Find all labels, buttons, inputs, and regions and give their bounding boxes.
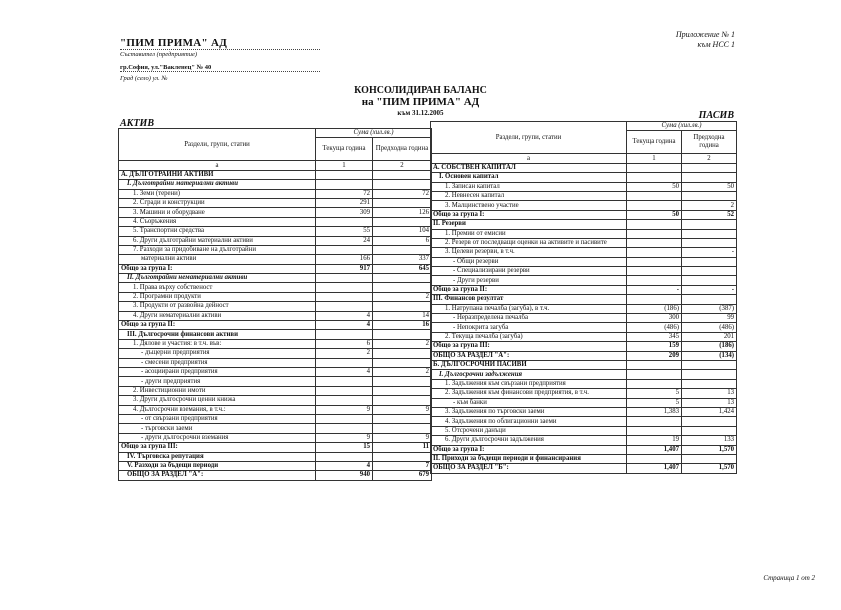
table-row [119,358,432,367]
address-text: гр.София, ул."Вакленец" № 40 [120,64,212,71]
table-row [119,396,432,405]
row-previous-value [682,238,737,247]
row-current-value [316,386,373,395]
row-previous-value [373,302,432,311]
row-current-value: 72 [316,189,373,198]
row-label: 3. Машини и оборудване [119,208,316,217]
row-label: 2. Програмни продукти [119,292,316,301]
table-row [431,191,737,200]
row-current-value: 345 [627,332,682,341]
assets-col-previous: Предходна година [373,138,432,161]
row-label: 4. Задължения по облигационни заеми [431,417,627,426]
row-label: - други предприятия [119,377,316,386]
table-row [119,208,432,217]
row-current-value: 5 [627,398,682,407]
assets-col-current: Текуща година [316,138,373,161]
row-label: V. Разходи за бъдещи периоди [119,461,316,470]
row-label: Общо за група II: [431,285,627,294]
row-label: - Неразпределена печалба [431,314,627,323]
liabilities-col-amount: Сума (хил.лв.) [627,122,737,131]
row-label: III. Дългосрочни финансови активи [119,330,316,339]
row-current-value [627,238,682,247]
assets-idx-2: 2 [373,161,432,170]
table-row [431,229,737,238]
row-previous-value: 1,570 [682,464,737,473]
row-label: I. Основен капитал [431,173,627,182]
row-label: 6. Други дълготрайни материални активи [119,236,316,245]
assets-col-section: Раздели, групи, статии [119,129,316,161]
row-label: А. СОБСТВЕН КАПИТАЛ [431,163,627,172]
row-label: 2. Текуща печалба (загуба) [431,332,627,341]
row-current-value [627,173,682,182]
table-row [119,349,432,358]
table-row [431,314,737,323]
row-label: 1. Натрупана печалба (загуба), в т.ч. [431,304,627,313]
row-label: IV. Търговска репутация [119,452,316,461]
row-previous-value: 52 [682,210,737,219]
row-label: Общо за група I: [431,210,627,219]
row-previous-value [682,163,737,172]
row-previous-value: 11 [373,443,432,452]
row-current-value: 4 [316,367,373,376]
row-previous-value: 201 [682,332,737,341]
row-current-value [316,377,373,386]
table-row [119,311,432,320]
assets-idx-1: 1 [316,161,373,170]
assets-rows [119,170,432,480]
row-label: 4. Дългосрочни вземания, в т.ч.: [119,405,316,414]
row-current-value: 4 [316,311,373,320]
table-row [119,264,432,273]
row-label: 5. Транспортни средства [119,227,316,236]
row-previous-value: 9 [373,405,432,414]
row-label: - Общи резерви [431,257,627,266]
row-previous-value [682,295,737,304]
row-current-value: 6 [316,339,373,348]
table-row [119,321,432,330]
table-row [431,267,737,276]
row-label: Общо за група III: [119,443,316,452]
row-label: 2. Задължения към финансови предприятия, в т.ч. [431,389,627,398]
table-row [431,238,737,247]
row-current-value: 300 [627,314,682,323]
assets-col-amount: Сума (хил.лв.) [316,129,432,138]
row-label: - Други резерви [431,276,627,285]
liabilities-title: ПАСИВ [698,110,734,121]
row-current-value: 2 [316,349,373,358]
row-label: А. ДЪЛГОТРАЙНИ АКТИВИ [119,170,316,179]
table-row [431,426,737,435]
row-previous-value: 14 [373,311,432,320]
row-previous-value [373,424,432,433]
row-current-value: 159 [627,342,682,351]
row-label: 2. Инвестиционни имоти [119,386,316,395]
row-label: 6. Други дългосрочни задължения [431,436,627,445]
table-row [431,464,737,473]
row-label: 2. Невнесен капитал [431,191,627,200]
row-previous-value: 1,570 [682,445,737,454]
row-label: 1. Записан капитал [431,182,627,191]
liabilities-col-previous: Предходна година [682,131,737,154]
row-label: Общо за група III: [431,342,627,351]
row-label: II. Приходи за бъдещи периоди и финансирания [431,454,627,463]
row-previous-value [373,349,432,358]
row-current-value [627,454,682,463]
row-current-value: (486) [627,323,682,332]
assets-idx-a: а [119,161,316,170]
row-previous-value: 2 [373,292,432,301]
row-current-value: 1,407 [627,464,682,473]
table-row [431,163,737,172]
row-previous-value: 645 [373,264,432,273]
row-current-value [316,245,373,254]
row-label: 3. Други дългосрочни ценни книжа [119,396,316,405]
row-previous-value: (186) [682,342,737,351]
table-row [119,227,432,236]
row-previous-value [373,386,432,395]
liabilities-idx-a: а [431,154,627,163]
table-row [431,332,737,341]
table-row [119,405,432,414]
table-row [119,255,432,264]
company-caption: Съставител (предприятие) [120,51,198,58]
appendix-note [676,30,735,50]
row-label: - Специализирани резерви [431,267,627,276]
row-current-value: 19 [627,436,682,445]
row-previous-value [373,330,432,339]
row-current-value [627,201,682,210]
row-current-value: 24 [316,236,373,245]
row-current-value [627,379,682,388]
row-previous-value [682,370,737,379]
row-previous-value [373,217,432,226]
row-current-value [627,163,682,172]
company-name [120,37,320,50]
row-previous-value [682,257,737,266]
row-previous-value [373,358,432,367]
row-previous-value [682,417,737,426]
row-previous-value: - [682,248,737,257]
row-current-value: 1,383 [627,407,682,416]
row-label: - дъщерни предприятия [119,349,316,358]
table-row [431,398,737,407]
row-label: 1. Земи (терени) [119,189,316,198]
table-row [119,433,432,442]
table-row [119,377,432,386]
table-row [119,414,432,423]
row-current-value [627,267,682,276]
row-label: 3. Целеви резерви, в т.ч. [431,248,627,257]
table-row [431,276,737,285]
row-previous-value [373,452,432,461]
table-row [119,236,432,245]
address-caption: Град (село) ул. № [120,75,168,82]
row-current-value [627,220,682,229]
row-current-value: 291 [316,198,373,207]
row-label: материални активи [119,255,316,264]
row-previous-value: 2 [373,367,432,376]
table-row [119,302,432,311]
table-row [431,201,737,210]
row-label: Общо за група I: [119,264,316,273]
row-label: 1. Задължения към свързани предприятия [431,379,627,388]
row-label: 1. Права върху собственост [119,283,316,292]
row-previous-value: 126 [373,208,432,217]
row-current-value: 50 [627,210,682,219]
table-row [431,257,737,266]
row-current-value [627,257,682,266]
table-row [431,182,737,191]
company-name-text: "ПИМ ПРИМА" АД [120,37,228,49]
row-previous-value [682,360,737,369]
row-current-value [627,276,682,285]
table-row [431,304,737,313]
row-previous-value: (387) [682,304,737,313]
row-previous-value [682,276,737,285]
row-label: 2. Резерв от последващи оценки на активите и пасивите [431,238,627,247]
table-row [431,379,737,388]
row-current-value [627,191,682,200]
row-current-value: 50 [627,182,682,191]
row-current-value: 4 [316,461,373,470]
table-row [119,283,432,292]
table-row [119,274,432,283]
row-current-value [627,370,682,379]
row-current-value: (186) [627,304,682,313]
row-label: ОБЩО ЗА РАЗДЕЛ "А": [119,471,316,480]
row-label: III. Финансов резултат [431,295,627,304]
row-label: Общо за група I: [431,445,627,454]
row-current-value: 55 [316,227,373,236]
table-row [431,342,737,351]
row-label: - от свързани предприятия [119,414,316,423]
row-current-value: 9 [316,433,373,442]
row-label: 3. Малцинствено участие [431,201,627,210]
row-label: II. Дълготрайни нематериални активи [119,274,316,283]
liabilities-idx-2: 2 [682,154,737,163]
row-current-value [316,414,373,423]
row-previous-value [682,454,737,463]
row-label: II. Резерви [431,220,627,229]
standard-label: към НСС 1 [697,40,735,49]
row-previous-value [373,377,432,386]
row-current-value [316,452,373,461]
row-previous-value: 13 [682,389,737,398]
liabilities-idx-1: 1 [627,154,682,163]
row-current-value [316,424,373,433]
row-previous-value [373,245,432,254]
row-previous-value: 13 [682,398,737,407]
address [120,64,320,72]
row-current-value [316,274,373,283]
table-row [119,292,432,301]
row-previous-value [682,229,737,238]
row-current-value [316,330,373,339]
row-previous-value [373,274,432,283]
table-row [119,339,432,348]
table-row [431,389,737,398]
row-current-value: 166 [316,255,373,264]
row-label: 7. Разходи за придобиване на дълготрайни [119,245,316,254]
row-current-value [316,396,373,405]
row-current-value [627,360,682,369]
row-current-value [316,358,373,367]
row-label: I. Дългосрочни задължения [431,370,627,379]
row-current-value: 940 [316,471,373,480]
row-previous-value [373,396,432,405]
row-previous-value: (486) [682,323,737,332]
table-row [431,248,737,257]
row-label: 1. Премии от емисии [431,229,627,238]
row-current-value: 15 [316,443,373,452]
table-row [431,370,737,379]
row-previous-value: 104 [373,227,432,236]
row-previous-value [682,191,737,200]
row-label: - смесени предприятия [119,358,316,367]
row-previous-value: (134) [682,351,737,360]
row-current-value [316,170,373,179]
row-previous-value: 133 [682,436,737,445]
row-previous-value: 6 [373,236,432,245]
row-label: ОБЩО ЗА РАЗДЕЛ "Б": [431,464,627,473]
row-previous-value: 7 [373,461,432,470]
row-current-value: 5 [627,389,682,398]
row-current-value: 917 [316,264,373,273]
row-current-value [627,295,682,304]
row-label: 5. Отсрочени данъци [431,426,627,435]
table-row [431,445,737,454]
row-previous-value: 50 [682,182,737,191]
row-previous-value: 16 [373,321,432,330]
table-row [119,386,432,395]
report-date: към 31.12.2005 [397,109,444,117]
row-label: 1. Дялове и участия: в т.ч. във: [119,339,316,348]
row-label: - търговски заеми [119,424,316,433]
row-label: Б. ДЪЛГОСРОЧНИ ПАСИВИ [431,360,627,369]
row-previous-value [373,283,432,292]
liabilities-table [430,121,737,474]
row-current-value: - [627,285,682,294]
row-current-value [627,417,682,426]
table-row [119,424,432,433]
row-current-value [627,426,682,435]
table-row [119,452,432,461]
row-current-value [627,229,682,238]
table-row [431,173,737,182]
row-label: - към банки [431,398,627,407]
table-row [119,180,432,189]
table-row [119,217,432,226]
row-label: - асоциирани предприятия [119,367,316,376]
liabilities-col-section: Раздели, групи, статии [431,122,627,154]
assets-table [118,128,432,481]
table-row [119,330,432,339]
row-current-value: 209 [627,351,682,360]
row-current-value: 4 [316,321,373,330]
row-previous-value [682,267,737,276]
table-row [119,189,432,198]
report-subtitle: на "ПИМ ПРИМА" АД [361,96,480,108]
row-previous-value [373,414,432,423]
table-row [431,436,737,445]
row-previous-value [682,379,737,388]
appendix-label: Приложение № 1 [675,30,735,39]
row-previous-value: 9 [373,433,432,442]
row-label: 4. Други нематериални активи [119,311,316,320]
row-label: ОБЩО ЗА РАЗДЕЛ "А": [431,351,627,360]
row-label: I. Дълготрайни материални активи [119,180,316,189]
table-row [431,360,737,369]
table-row [119,367,432,376]
row-previous-value: 1,424 [682,407,737,416]
row-label: 4. Съоръжения [119,217,316,226]
table-row [431,323,737,332]
row-current-value [316,283,373,292]
table-row [431,351,737,360]
table-row [431,295,737,304]
liabilities-rows [431,163,737,473]
assets-title: АКТИВ [120,118,155,129]
table-row [119,471,432,480]
row-previous-value: - [682,285,737,294]
row-label: 2. Сгради и конструкции [119,198,316,207]
row-previous-value [373,198,432,207]
row-current-value [316,302,373,311]
table-row [119,443,432,452]
row-previous-value: 2 [373,339,432,348]
table-row [119,461,432,470]
row-previous-value: 72 [373,189,432,198]
row-current-value: 1,407 [627,445,682,454]
row-current-value [316,292,373,301]
table-row [119,170,432,179]
row-previous-value: 679 [373,471,432,480]
row-previous-value: 337 [373,255,432,264]
table-row [431,454,737,463]
table-row [431,285,737,294]
table-row [119,245,432,254]
row-previous-value [682,426,737,435]
table-row [431,407,737,416]
page-number: Страница 1 от 2 [763,574,815,582]
report-title: КОНСОЛИДИРАН БАЛАНС [354,85,487,96]
row-previous-value [682,220,737,229]
table-row [431,220,737,229]
row-current-value [316,217,373,226]
table-row [431,210,737,219]
row-previous-value [373,180,432,189]
table-row [431,417,737,426]
row-current-value [627,248,682,257]
table-row [119,198,432,207]
row-current-value: 309 [316,208,373,217]
row-previous-value [682,173,737,182]
row-label: Общо за група II: [119,321,316,330]
row-label: 3. Продукти от развойна дейност [119,302,316,311]
row-previous-value [373,170,432,179]
liabilities-col-current: Текуща година [627,131,682,154]
row-label: - Непокрита загуба [431,323,627,332]
row-previous-value: 2 [682,201,737,210]
row-current-value: 9 [316,405,373,414]
row-label: - други дългосрочни вземания [119,433,316,442]
row-previous-value: 99 [682,314,737,323]
row-current-value [316,180,373,189]
row-label: 3. Задължения по търговски заеми [431,407,627,416]
